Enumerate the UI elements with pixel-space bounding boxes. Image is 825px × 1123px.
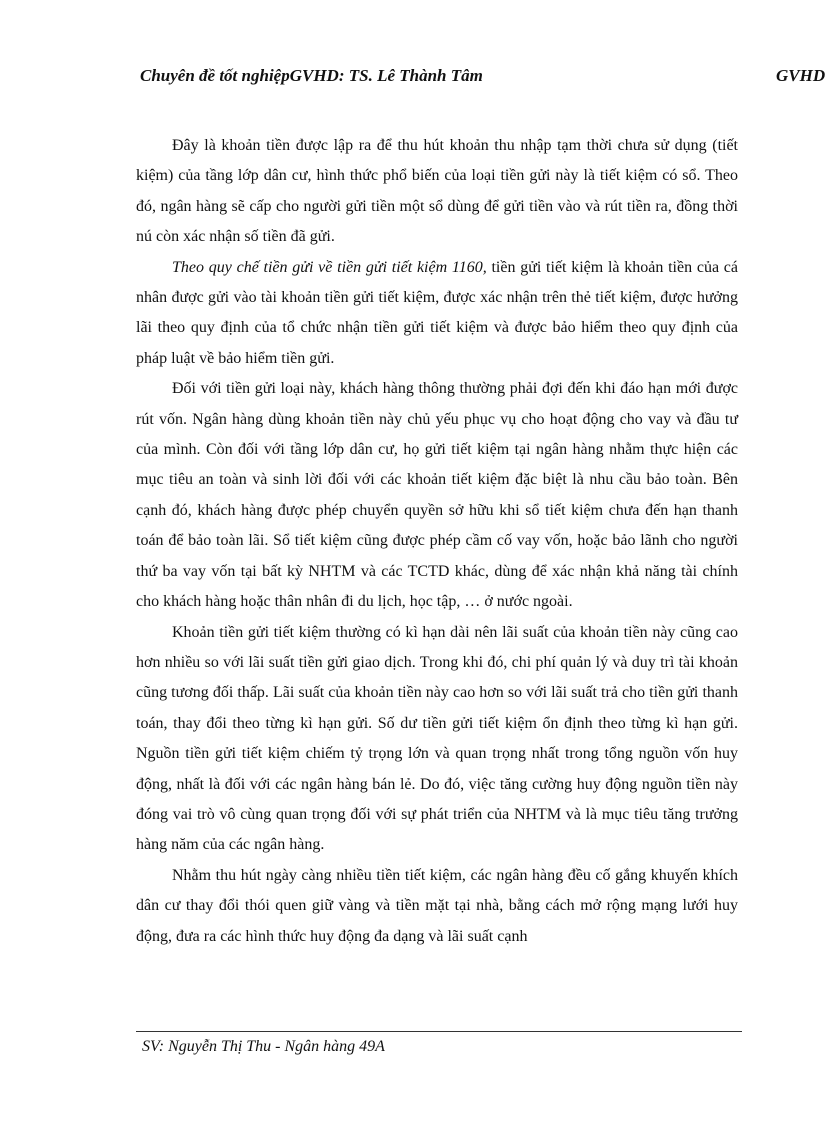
page-header [140,66,825,90]
header-title: Chuyên đề tốt nghiệpGVHD: TS. Lê Thành Tâm [140,66,483,85]
page-footer: SV: Nguyễn Thị Thu - Ngân hàng 49A [142,1038,385,1055]
paragraph-5-text: Nhằm thu hút ngày càng nhiều tiền tiết kiệm, các ngân hàng đều cố gắng khuyến khích dân cư thay đổi thói quen giữ vàng và tiền mặt tại nhà, bằng cách mở rộng mạng lưới huy động, đưa ra các hình thức huy động đa dạng và lãi suất cạnh [136,866,738,945]
header-right-text: GVHD [776,66,825,85]
paragraph-4-text: Khoản tiền gửi tiết kiệm thường có kì hạn dài nên lãi suất của khoản tiền này cũng cao hơn nhiều so với lãi suất tiền gửi giao dịch. Trong khi đó, chi phí quản lý và duy trì tài khoản cũng tương đối thấp. Lãi suất của khoản tiền này cao hơn so với lãi suất trả cho tiền gửi thanh toán, thay đổi theo từng kì hạn gửi. Số dư tiền gửi tiết kiệm ổn định theo từng kì hạn gửi. Nguồn tiền gửi tiết kiệm chiếm tỷ trọng lớn và quan trọng nhất trong tổng nguồn vốn huy động, nhất là đối với các ngân hàng bán lẻ. Do đó, việc tăng cường huy động nguồn tiền này đóng vai trò vô cùng quan trọng đối với sự phát triển của NHTM và là mục tiêu tăng trưởng hàng năm của các ngân hàng. [136,623,738,854]
paragraph-1-text: Đây là khoản tiền được lập ra để thu hút khoản thu nhập tạm thời chưa sử dụng (tiết kiệm) của tầng lớp dân cư, hình thức phổ biến của loại tiền gửi này là tiết kiệm có sổ. Theo đó, ngân hàng sẽ cấp cho người gửi tiền một sổ dùng để gửi tiền vào và rút tiền ra, đồng thời nú còn xác nhận số tiền đã gửi. [136,137,738,246]
paragraph-1 [136,131,738,253]
paragraph-3 [136,374,738,617]
footer-divider [136,1031,742,1032]
paragraph-2 [136,253,738,375]
paragraph-2-text: tiền gửi tiết kiệm là khoản tiền của cá nhân được gửi vào tài khoản tiền gửi tiết kiệm, được xác nhận trên thẻ tiết kiệm, được hưởng lãi theo quy định của tổ chức nhận tiền gửi tiết kiệm và được bảo hiểm theo quy định của pháp luật về bảo hiểm tiền gửi. [136,258,738,367]
paragraph-3-text: Đối với tiền gửi loại này, khách hàng thông thường phải đợi đến khi đáo hạn mới được rút vốn. Ngân hàng dùng khoản tiền này chủ yếu phục vụ cho hoạt động cho vay và đầu tư của mình. Còn đối với tầng lớp dân cư, họ gửi tiết kiệm tại ngân hàng nhằm thực hiện các mục tiêu an toàn và sinh lời đối với các khoản tiết kiệm đặc biệt là nhu cầu bảo toàn. Bên cạnh đó, khách hàng được phép chuyển quyền sở hữu khi sổ tiết kiệm chưa đến hạn thanh toán để bảo toàn lãi. Sổ tiết kiệm cũng được phép cầm cố vay vốn, hoặc bảo lãnh cho người thứ ba vay vốn tại bất kỳ NHTM và các TCTD khác, dùng để xác nhận khả năng tài chính cho khách hàng hoặc thân nhân đi du lịch, học tập, … ở nước ngoài. [136,380,738,611]
paragraph-5 [136,861,738,952]
paragraph-4 [136,618,738,861]
document-body [136,131,738,952]
paragraph-2-lead: Theo quy chế tiền gửi về tiền gửi tiết kiệm 1160, [172,258,487,276]
